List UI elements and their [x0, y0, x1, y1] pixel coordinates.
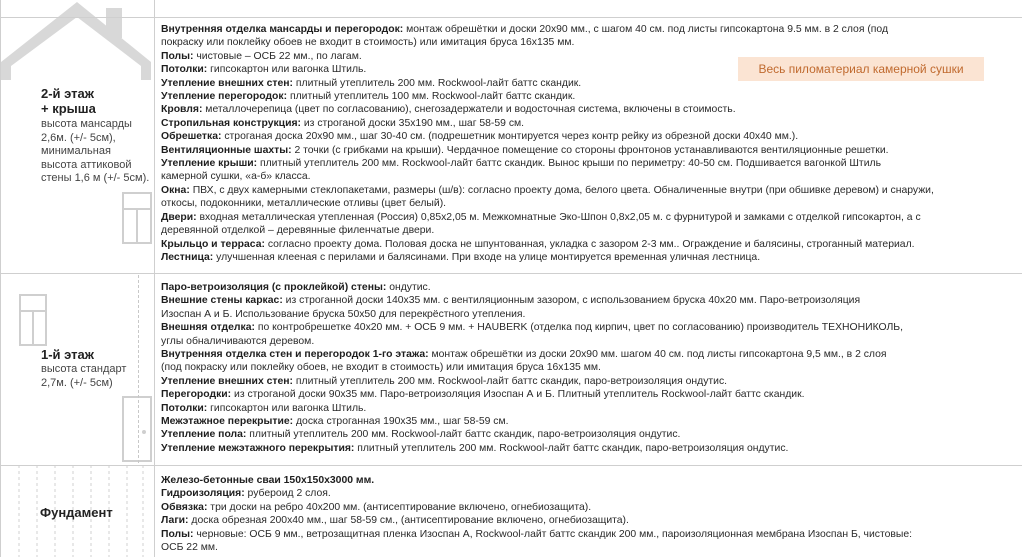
section-divider: [1, 17, 1022, 18]
spec-line: [161, 170, 1011, 183]
floor1-title: [41, 347, 94, 362]
spec-text: из строганой доски 90х35 мм. Паро-ветроизоляция Изоспан А и Б. Плитный утеплитель Rockwool-лайт баттс скандик.: [231, 389, 805, 401]
spec-line: [161, 211, 1011, 224]
spec-key: Гидроизоляция:: [161, 488, 245, 500]
spec-line: [161, 197, 1011, 210]
floor-column: [1, 0, 155, 557]
spec-line: [161, 335, 1011, 348]
window-icon: [19, 294, 47, 346]
spec-line: [161, 528, 1011, 541]
spec-key: Полы:: [161, 528, 194, 540]
section-divider: [1, 273, 1022, 274]
spec-text: плитный утеплитель 100 мм. Rockwool-лайт баттс скандик.: [287, 91, 576, 103]
spec-text: по контробрешетке 40х20 мм. + ОСБ 9 мм. + HAUBERK (отделка под кирпич, цвет по согласованию) производитель ТЕХНОНИКОЛЬ,: [254, 322, 903, 334]
foundation-title: [40, 505, 113, 520]
foundation-title-line: Фундамент: [40, 505, 113, 520]
spec-line: [161, 541, 1011, 554]
spec-line: [161, 474, 1011, 487]
spec-key: Внутренняя отделка мансарды и перегородок:: [161, 24, 404, 35]
floor1-subtitle: [41, 363, 126, 390]
floor2-title: [41, 86, 96, 116]
spec-text: плитный утеплитель 200 мм. Rockwool-лайт баттс скандик, паро-ветроизоляция ондутис.: [246, 429, 681, 441]
spec-key: Утепление пола:: [161, 429, 247, 441]
spec-key: Внешние стены каркас:: [161, 295, 283, 307]
spec-line: [161, 361, 1011, 374]
spec-key: Потолки:: [161, 64, 208, 76]
spec-line: [161, 281, 1011, 294]
spec-line: [161, 402, 1011, 415]
spec-text: металлочерепица (цвет по согласованию), снегозадержатели и водосточная система, включены в стоимость.: [202, 104, 736, 116]
spec-text: из строганной доски 140х35 мм. с вентиляционным зазором, с использованием бруска 40х20 мм. Паро-ветроизоляция: [282, 295, 861, 307]
spec-key: Утепление внешних стен:: [161, 77, 293, 89]
floor1-sub-line: высота стандарт: [41, 363, 127, 375]
spec-key: Утепление крыши:: [161, 158, 258, 170]
spec-line: [161, 103, 1011, 116]
spec-line: [161, 428, 1011, 441]
floor2-sub-line: высота мансарды: [41, 118, 132, 130]
lumber-drying-badge: Весь пиломатериал камерной сушки: [738, 57, 984, 81]
spec-line: [161, 238, 1011, 251]
spec-text: чистовые – ОСБ 22 мм., по лагам.: [193, 50, 362, 62]
spec-line: [161, 251, 1011, 264]
spec-key: Перегородки:: [161, 389, 232, 401]
spec-text: покраску или поклейку обоев не входит в стоимость) или имитация бруса 16х135 мм.: [161, 37, 575, 49]
spec-key: Утепление перегородок:: [161, 91, 288, 103]
spec-line: [161, 144, 1011, 157]
spec-line: [161, 117, 1011, 130]
window-icon: [122, 192, 152, 244]
spec-text: ондутис.: [386, 282, 431, 293]
spec-line: [161, 308, 1011, 321]
spec-key: Утепление межэтажного перекрытия:: [161, 442, 355, 454]
spec-line: [161, 348, 1011, 361]
spec-line: [161, 224, 1011, 237]
spec-key: Полы:: [161, 50, 194, 62]
floor2-title-line: + крыша: [41, 101, 96, 116]
floor1-title-line: 1-й этаж: [41, 347, 94, 362]
section-divider: [1, 465, 1022, 466]
spec-key: Кровля:: [161, 104, 203, 116]
spec-text: ОСБ 22 мм.: [161, 542, 218, 554]
spec-text: Изоспан А и Б. Использование бруска 50х50 для перекрёстного утепления.: [161, 308, 526, 320]
spec-text: доска строганная 190х35 мм., шаг 58-59 см.: [293, 416, 509, 428]
spec-key: Вентиляционные шахты:: [161, 144, 292, 156]
spec-key: Межэтажное перекрытие:: [161, 416, 294, 428]
wall-line: [138, 275, 139, 463]
spec-text: из строганой доски 35х190 мм., шаг 58-59 см.: [300, 117, 525, 129]
spec-text: монтаж обрешётки из доски 20х90 мм. шагом 40 см. под листы гипсокартона 9,5 мм., в 2 слоя: [428, 349, 887, 361]
spec-line: [161, 487, 1011, 500]
spec-text: гипсокартон или вагонка Штиль.: [207, 402, 367, 414]
spec-key: Двери:: [161, 211, 197, 223]
spec-line: [161, 514, 1011, 527]
floor2-title-line: 2-й этаж: [41, 86, 94, 101]
spec-key: Лаги:: [161, 515, 189, 527]
floor1-spec: [161, 281, 1011, 455]
spec-line: [161, 23, 1011, 36]
spec-key: Железо-бетонные сваи 150х150х3000 мм.: [161, 475, 375, 486]
spec-key: Обвязка:: [161, 501, 208, 513]
spec-line: [161, 294, 1011, 307]
floor2-sub-line: минимальная: [41, 145, 111, 157]
spec-text: рубероид 2 слоя.: [244, 488, 331, 500]
foundation-spec: [161, 474, 1011, 554]
spec-key: Обрешетка:: [161, 131, 222, 143]
spec-line: [161, 321, 1011, 334]
spec-text: три доски на ребро 40х200 мм. (антисептирование включено, огнебиозащита).: [207, 501, 592, 513]
spec-key: Внешняя отделка:: [161, 322, 255, 334]
spec-line: [161, 90, 1011, 103]
spec-text: гипсокартон или вагонка Штиль.: [207, 64, 367, 76]
floor2-subtitle: [41, 118, 149, 186]
floor1-sub-line: 2,7м. (+/- 5см): [41, 376, 113, 389]
spec-key: Стропильная конструкция:: [161, 117, 301, 129]
spec-text: ПВХ, с двух камерными стеклопакетами, размеры (ш/в): согласно проекту дома, белого цвета. Обналиченные внутри (при обшивке деревом) и снаружи,: [189, 184, 934, 196]
spec-text: (под покраску или поклейку обоев, не входит в стоимость) или имитация бруса 16х135 мм.: [161, 362, 601, 374]
spec-key: Крыльцо и терраса:: [161, 238, 265, 250]
spec-text: плитный утеплитель 200 мм. Rockwool-лайт баттс скандик, паро-ветроизоляция ондутис.: [354, 442, 789, 454]
spec-text: входная металлическая утепленная (Россия) 0,85х2,05 м. Межкомнатные Эко-Шпон 0,8х2,05 м. с фурнитурой и замками с отделкой гипсокартон, а с: [196, 211, 921, 223]
spec-line: [161, 375, 1011, 388]
spec-text: 2 точки (с грибками на крыши). Чердачное помещение со стороны фронтонов устанавливаются вентиляционные решетки.: [291, 144, 889, 156]
spec-text: доска обрезная 200х40 мм., шаг 58-59 см., (антисептирование включено, огнебиозащита).: [188, 515, 629, 527]
spec-line: [161, 36, 1011, 49]
floor2-sub-line: стены 1,6 м (+/- 5см).: [41, 172, 150, 184]
spec-text: откосы, подоконники, металлические отливы (цвет белый).: [161, 198, 447, 210]
spec-text: деревянной отделкой – деревянные филенчатые двери.: [161, 225, 435, 237]
floor2-sub-line: высота аттиковой: [41, 158, 132, 171]
spec-line: [161, 388, 1011, 401]
spec-text: плитный утеплитель 200 мм. Rockwool-лайт баттс скандик.: [293, 77, 582, 89]
spec-text: строганая доска 20х90 мм., шаг 30-40 см. (подрешетник монтируется через контр рейку из обрезной доски 40х40 мм.).: [221, 131, 799, 143]
spec-text: согласно проекту дома. Половая доска не шпунтованная, укладка с зазором 2-3 мм.. Ограждение и балясины, строганный материал.: [264, 238, 915, 250]
spec-key: Утепление внешних стен:: [161, 375, 293, 387]
spec-text: плитный утеплитель 200 мм. Rockwool-лайт баттс скандик. Вынос крыши по периметру: 40-50 см. Подшивается вагонкой Штиль: [257, 158, 881, 170]
floor2-sub-line: 2,6м. (+/- 5см),: [41, 131, 116, 144]
spec-key: Лестница:: [161, 251, 214, 263]
spec-text: черновые: ОСБ 9 мм., ветрозащитная пленка Изоспан А, Rockwool-лайт баттс скандик 200 мм., пароизоляционная мембрана Изоспан Б, чистовые:: [193, 528, 913, 540]
spec-line: [161, 130, 1011, 143]
spec-text: улучшенная клееная с перилами и балясинами. При входе на улице монтируется временная уличная лестница.: [213, 251, 761, 263]
spec-text: плитный утеплитель 200 мм. Rockwool-лайт баттс скандик, паро-ветроизоляция ондутис.: [293, 375, 728, 387]
spec-key: Внутренняя отделка стен и перегородок 1-го этажа:: [161, 349, 429, 361]
door-icon: [122, 396, 152, 462]
spec-line: [161, 415, 1011, 428]
spec-key: Окна:: [161, 184, 190, 196]
spec-line: [161, 184, 1011, 197]
spec-column: [155, 0, 1022, 557]
spec-key: Потолки:: [161, 402, 208, 414]
spec-key: Паро-ветроизоляция (с проклейкой) стены:: [161, 282, 387, 293]
spec-text: углы обналичиваются деревом.: [161, 335, 315, 347]
spec-text: камерной сушки, «а-б» класса.: [161, 171, 311, 183]
spec-line: [161, 157, 1011, 170]
spec-text: монтаж обрешётки и доски 20х90 мм., с шагом 40 см. под листы гипсокартона 9.5 мм. в 2 слоя (под: [403, 24, 889, 35]
spec-line: [161, 501, 1011, 514]
house-roof-icon: [1, 0, 154, 90]
spec-line: [161, 442, 1011, 455]
